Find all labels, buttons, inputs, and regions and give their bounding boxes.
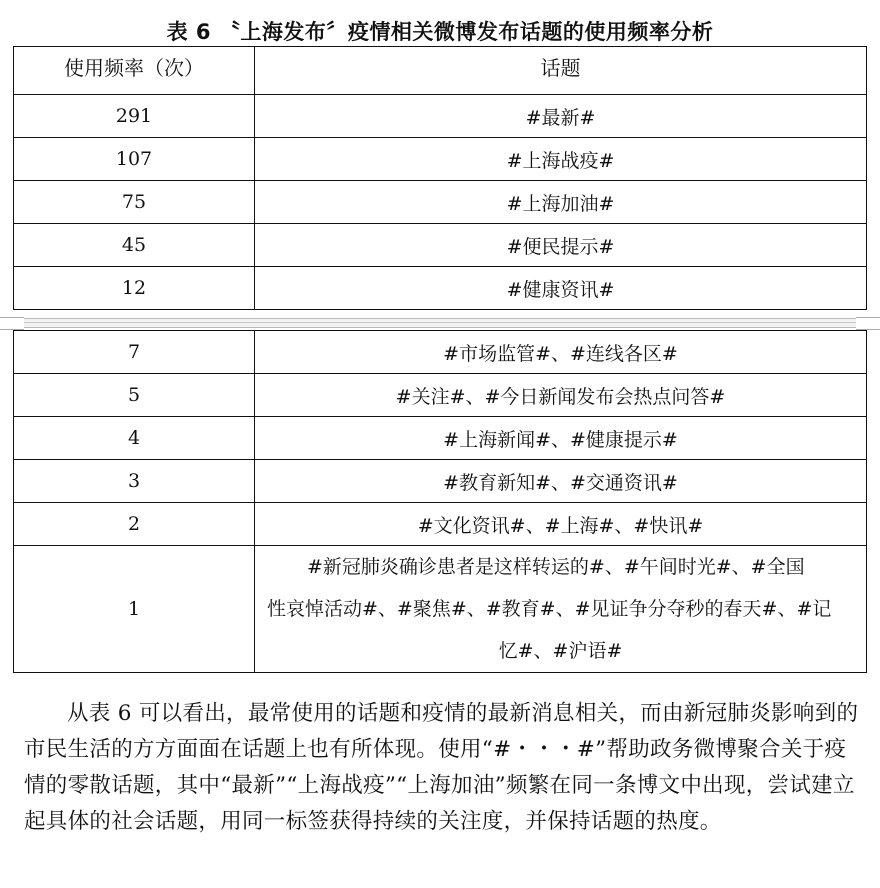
page-break-divider: [0, 314, 880, 331]
page-break-line: [0, 322, 880, 323]
cell-topic: #最新#: [255, 95, 867, 138]
page-break-edge-left: [0, 317, 24, 330]
cell-frequency: 1: [14, 546, 255, 673]
topic-line-text: #新冠肺炎确诊患者是这样转运的#、#午间时光#、#全国: [307, 556, 805, 578]
table-row: [14, 374, 867, 417]
cell-topic: #教育新知#、#交通资讯#: [255, 460, 867, 503]
topic-line: 性哀悼活动#、#聚焦#、#教育#、#见证争分夺秒的春天#、#记: [267, 598, 832, 620]
cell-frequency: 2: [14, 503, 255, 546]
topic-line: 忆#、#沪语#: [498, 640, 623, 662]
table-row: [14, 417, 867, 460]
table-row: [14, 460, 867, 503]
table-row: [14, 181, 867, 224]
cell-frequency: 3: [14, 460, 255, 503]
table-row: [14, 267, 867, 310]
cell-topic: #健康资讯#: [255, 267, 867, 310]
cell-frequency: 75: [14, 181, 255, 224]
table-row: [14, 503, 867, 546]
cell-frequency: 5: [14, 374, 255, 417]
cell-topic: #便民提示#: [255, 224, 867, 267]
table-row: [14, 224, 867, 267]
cell-frequency: 291: [14, 95, 255, 138]
table-row: [14, 95, 867, 138]
topic-line: [267, 546, 854, 588]
cell-topic: #上海加油#: [255, 181, 867, 224]
cell-topic: #上海新闻#、#健康提示#: [255, 417, 867, 460]
cell-topic: #市场监管#、#连线各区#: [255, 331, 867, 374]
body-paragraph: [24, 696, 864, 840]
table-row: [14, 331, 867, 374]
page-break-band: [0, 318, 880, 328]
frequency-table-part-1: [13, 46, 867, 310]
cell-topic: #上海战疫#: [255, 138, 867, 181]
cell-topic-multiline: [255, 546, 867, 673]
page-break-edge-right: [856, 317, 880, 330]
cell-frequency: 45: [14, 224, 255, 267]
table-row: [14, 546, 867, 673]
cell-frequency: 12: [14, 267, 255, 310]
header-frequency: 使用频率（次）: [14, 47, 255, 95]
frequency-table-part-2: [13, 330, 867, 673]
cell-topic: #文化资讯#、#上海#、#快讯#: [255, 503, 867, 546]
cell-topic: #关注#、#今日新闻发布会热点问答#: [255, 374, 867, 417]
table-row: [14, 138, 867, 181]
cell-frequency: 7: [14, 331, 255, 374]
table-header-row: [14, 47, 867, 95]
cell-frequency: 4: [14, 417, 255, 460]
paragraph-text: 从表 6 可以看出，最常使用的话题和疫情的最新消息相关，而由新冠肺炎影响到的市民生活的方方面面在话题上也有所体现。使用“#・・・#”帮助政务微博聚合关于疫情的零散话题，其中“最新”“上海战疫”“上海加油”频繁在同一条博文中出现，尝试建立起具体的社会话题，用同一标签获得持续的关注度，并保持话题的热度。: [24, 701, 859, 834]
header-topic: 话题: [255, 47, 867, 95]
cell-frequency: 107: [14, 138, 255, 181]
table-caption: 表 6 〝上海发布〞疫情相关微博发布话题的使用频率分析: [166, 20, 714, 44]
